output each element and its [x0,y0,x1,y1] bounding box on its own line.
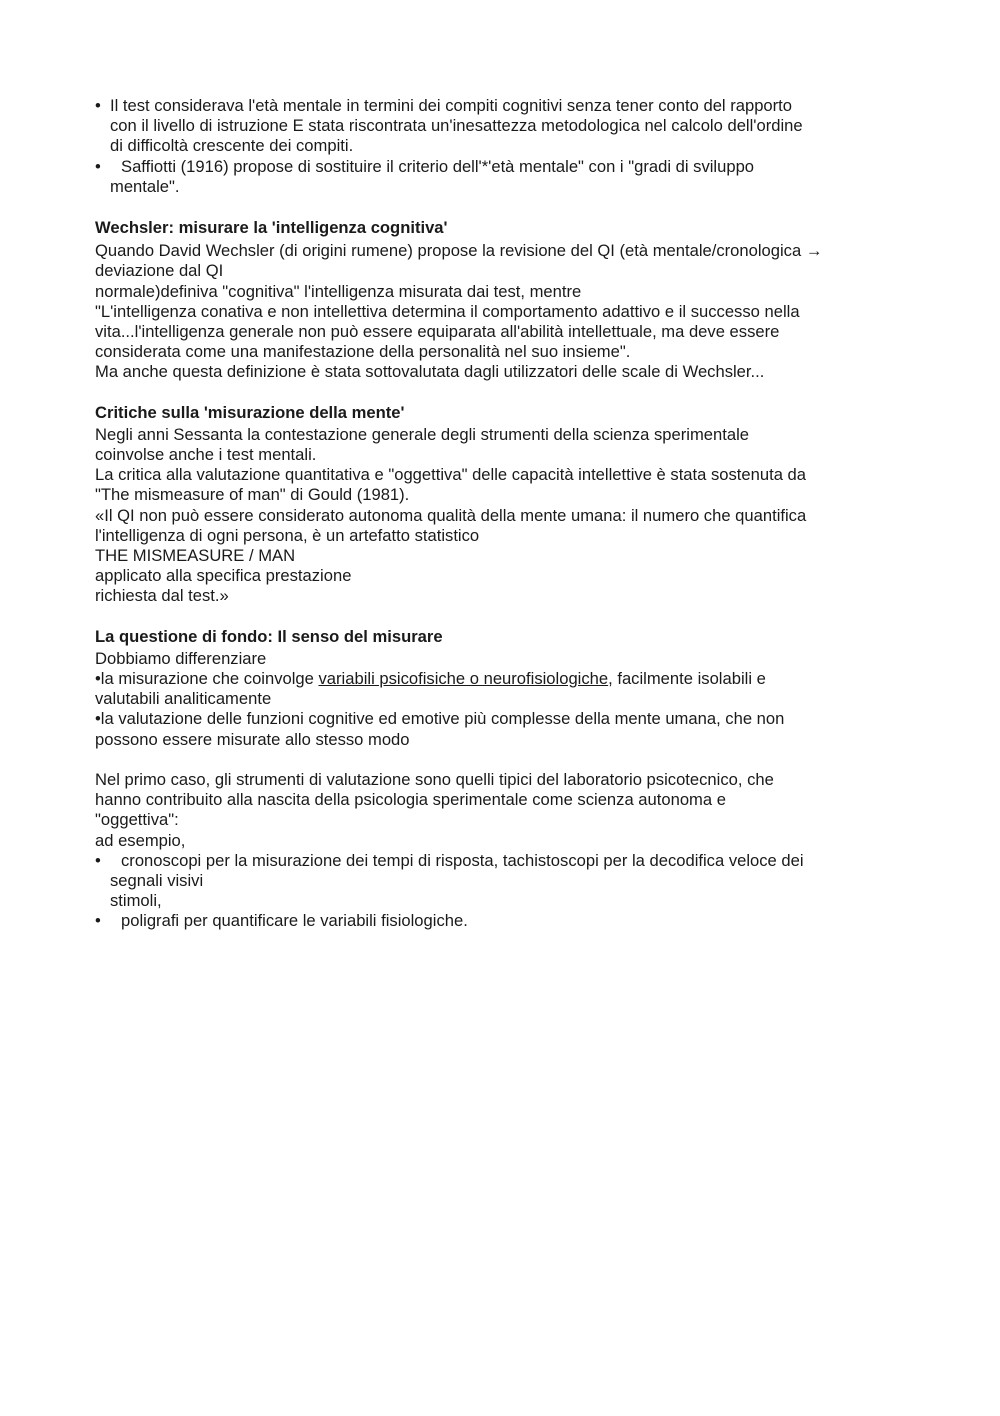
text-line: Negli anni Sessanta la contestazione generale degli strumenti della scienza sperimentale [95,424,749,444]
text-line: Quando David Wechsler (di origini rumene) propose la revisione del QI (età mentale/cronologica → [95,241,823,261]
text-line: vita...l'intelligenza generale non può essere equiparata all'abilità intellettuale, ma deve essere [95,322,780,342]
text-line: Saffiotti (1916) propose di sostituire il criterio dell'*'età mentale" con i "gradi di sviluppo [121,156,755,176]
text-line: coinvolse anche i test mentali. [95,445,317,465]
text-line: Ma anche questa definizione è stata sottovalutata dagli utilizzatori delle scale di Wechsler... [95,362,765,382]
text-line: Il test considerava l'età mentale in termini dei compiti cognitivi senza tener conto del rapporto [110,96,793,115]
text-line: considerata come una manifestazione della personalità nel suo insieme". [95,342,631,362]
section-questione [95,649,910,750]
section-heading-questione: La questione di fondo: Il senso del misurare [95,626,443,646]
bullet-marker: • [95,96,101,115]
text-line: stimoli, [110,891,162,911]
text-line: normale)definiva "cognitiva" l'intelligenza misurata dai test, mentre [95,281,582,301]
text-line: richiesta dal test.» [95,586,229,606]
text-line: Dobbiamo differenziare [95,648,267,668]
section-critiche [95,425,910,607]
text-line: possono essere misurate allo stesso modo [95,729,410,749]
section-primo-caso [95,770,910,932]
text-line: cronoscopi per la misurazione dei tempi di risposta, tachistoscopi per la decodifica veloce dei [121,850,804,870]
text-line: "The mismeasure of man" di Gould (1981). [95,485,410,505]
intro-bullet-1 [95,96,910,157]
text-span: •la misurazione che coinvolge [95,669,319,689]
underlined-text: variabili psicofisiche o neurofisiologiche [318,669,609,689]
text-line: applicato alla specifica prestazione [95,566,352,586]
text-line: l'intelligenza di ogni persona, è un artefatto statistico [95,525,480,545]
text-line [95,669,910,689]
section-wechsler [95,241,910,382]
bullet-marker: • [95,911,101,931]
text-line: ad esempio, [95,830,186,850]
instrument-bullet-2 [95,911,910,931]
text-line: di difficoltà crescente dei compiti. [110,136,354,156]
text-line: THE MISMEASURE / MAN [95,546,296,566]
text-line: "oggettiva": [95,810,179,830]
intro-bullet-2 [95,157,910,197]
text-line: La critica alla valutazione quantitativa e "oggettiva" delle capacità intellettive è stata sostenuta da [95,465,807,485]
paragraph-gap [95,750,910,770]
text-line: con il livello di istruzione E stata riscontrata un'inesattezza metodologica nel calcolo dell'ordine [110,116,803,136]
text-line: segnali visivi [110,870,204,890]
text-line: valutabili analiticamente [95,689,272,709]
text-line: deviazione dal QI [95,261,224,281]
text-line: "L'intelligenza conativa e non intellettiva determina il comportamento adattivo e il successo nella [95,301,800,321]
text-line: Nel primo caso, gli strumenti di valutazione sono quelli tipici del laboratorio psicotecnico, che [95,769,774,789]
section-heading-wechsler: Wechsler: misurare la 'intelligenza cognitiva' [95,218,448,238]
text-line: poligrafi per quantificare le variabili fisiologiche. [121,911,468,931]
section-heading-critiche: Critiche sulla 'misurazione della mente' [95,402,405,422]
text-line: •la valutazione delle funzioni cognitive ed emotive più complesse della mente umana, che non [95,709,785,729]
text-span: , facilmente isolabili e [608,669,766,689]
text-line: mentale". [110,176,180,196]
bullet-marker: • [95,850,101,870]
text-line: «Il QI non può essere considerato autonoma qualità della mente umana: il numero che quantifica [95,505,807,525]
instrument-bullet-1 [95,851,910,912]
text-line: hanno contribuito alla nascita della psicologia sperimentale come scienza autonoma e [95,790,726,810]
bullet-marker: • [95,156,101,176]
